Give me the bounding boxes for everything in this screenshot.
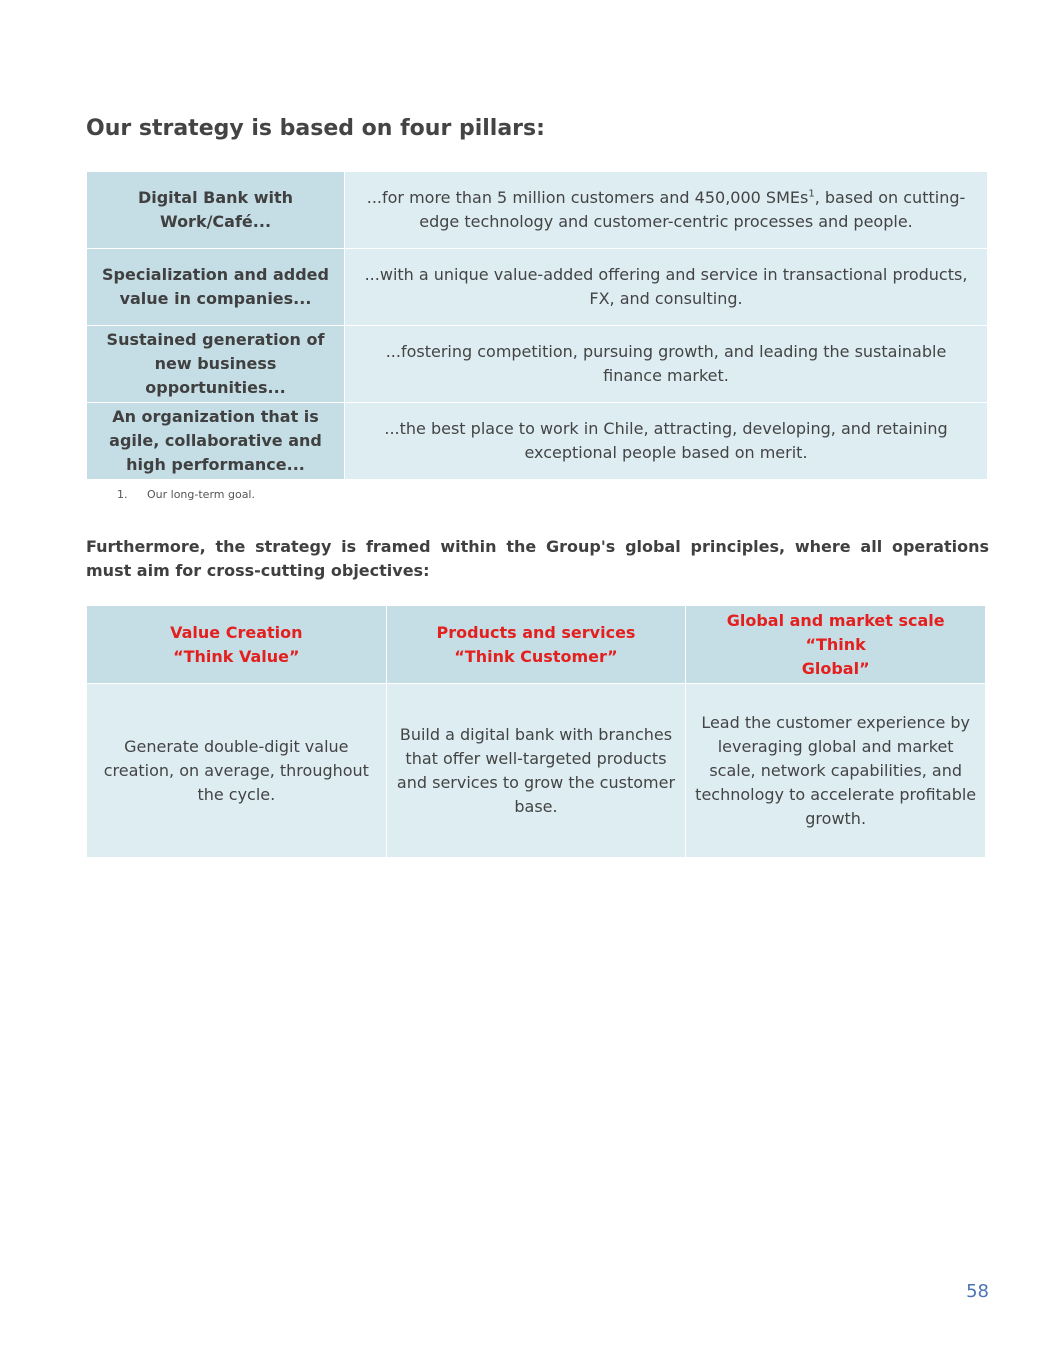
principle-text: Lead the customer experience by leveraging global and market scale, network capabilities, and technology to accelerate profitable growth. — [686, 684, 986, 858]
pillar-label: An organization that is agile, collaborative and high performance... — [87, 403, 345, 480]
footnote-text: Our long-term goal. — [147, 488, 255, 501]
footnote — [117, 488, 255, 501]
principle-heading: Products and services “Think Customer” — [386, 606, 686, 684]
pillar-description: ...with a unique value-added offering and service in transactional products, FX, and consulting. — [345, 249, 988, 326]
principles-table — [86, 605, 986, 858]
pillar-description: ...fostering competition, pursuing growth, and leading the sustainable finance market. — [345, 326, 988, 403]
pillar-label: Digital Bank with Work/Café... — [87, 172, 345, 249]
principle-heading: Value Creation “Think Value” — [87, 606, 387, 684]
table-row — [87, 684, 986, 858]
pillars-table — [86, 171, 988, 480]
table-header-row — [87, 606, 986, 684]
pillar-description: ...the best place to work in Chile, attracting, developing, and retaining exceptional people based on merit. — [345, 403, 988, 480]
table-row — [87, 326, 988, 403]
principle-text: Generate double-digit value creation, on average, throughout the cycle. — [87, 684, 387, 858]
pillar-description: ...for more than 5 million customers and 450,000 SMEs$^1$, based on cutting-edge technology and customer-centric processes and people. — [345, 172, 988, 249]
footnote-marker: 1 — [808, 188, 815, 200]
principle-heading: Global and market scale “Think Global” — [686, 606, 986, 684]
pillar-label: Sustained generation of new business opportunities... — [87, 326, 345, 403]
principle-text: Build a digital bank with branches that offer well-targeted products and services to grow the customer base. — [386, 684, 686, 858]
pillar-label: Specialization and added value in companies... — [87, 249, 345, 326]
intro-paragraph: Furthermore, the strategy is framed within the Group's global principles, where all operations must aim for cross-cutting objectives: — [86, 537, 989, 580]
table-row — [87, 249, 988, 326]
footnote-number: 1. — [117, 488, 128, 501]
page-title: Our strategy is based on four pillars: — [86, 116, 545, 141]
page-number: 58 — [966, 1281, 989, 1302]
table-row — [87, 403, 988, 480]
table-row — [87, 172, 988, 249]
